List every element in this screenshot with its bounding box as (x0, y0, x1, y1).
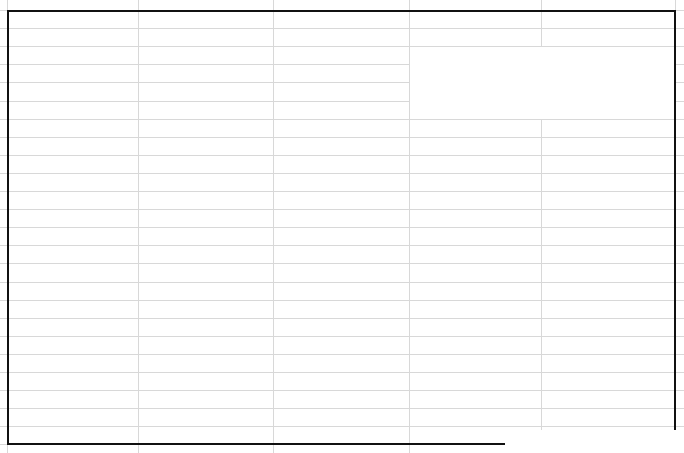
task-total-cell (409, 318, 541, 336)
friend-exp-cell (138, 409, 273, 427)
task-name-cell (7, 318, 138, 336)
task-formula-cell (138, 318, 409, 336)
friend-days-cell (273, 427, 409, 445)
task-total-cell (409, 282, 541, 300)
direct-range-cell (409, 155, 541, 173)
friend-total-cell (409, 409, 541, 427)
task-exp-cell (138, 336, 273, 354)
header-days (273, 264, 409, 282)
header-per-level-exp (138, 29, 273, 47)
task-name-cell (7, 282, 138, 300)
direct-range-cell (409, 119, 541, 137)
sum-label (7, 228, 273, 246)
direct-total-cell (541, 119, 675, 137)
task-sum-label (138, 354, 273, 372)
task-total-cell (409, 336, 541, 354)
task-name-cell (7, 300, 138, 318)
level-exp-cell (138, 192, 273, 210)
task-sum-value (409, 354, 541, 372)
task-days-cell (273, 300, 409, 318)
frame-right (674, 10, 676, 444)
level-total-cell (273, 119, 409, 137)
header-level (7, 29, 138, 47)
level-exp-cell (138, 173, 273, 191)
direct-total-cell (541, 192, 675, 210)
friend-note (7, 373, 541, 391)
friend-days-cell (273, 409, 409, 427)
direct-sum-label (409, 228, 541, 246)
sheet-title (7, 11, 675, 29)
level-exp-cell (138, 155, 273, 173)
direct-total-cell (541, 137, 675, 155)
level-exp-cell (138, 47, 273, 65)
acquire-title (7, 246, 675, 264)
header-task (7, 264, 138, 282)
friend-exp-cell (138, 427, 273, 445)
direct-range-cell (409, 210, 541, 228)
direct-total-cell (541, 155, 675, 173)
level-range-cell (7, 83, 138, 101)
friend-days-cell (273, 391, 409, 409)
task-exp-cell (138, 282, 273, 300)
task-exp-cell (138, 300, 273, 318)
header-total (273, 29, 409, 47)
task-total-cell (409, 300, 541, 318)
direct-total-cell (541, 173, 675, 191)
direct-sum-value (541, 228, 675, 246)
sum-value (273, 228, 409, 246)
header-task-total (409, 264, 541, 282)
level-exp-cell (138, 83, 273, 101)
level-range-cell (7, 65, 138, 83)
level-range-cell (7, 137, 138, 155)
level-total-cell (273, 47, 409, 65)
level-total-cell (273, 65, 409, 83)
friend-name-cell (7, 427, 138, 445)
direct-range-cell (409, 192, 541, 210)
task-days-cell (273, 336, 409, 354)
level-range-cell (7, 47, 138, 65)
level-range-cell (7, 119, 138, 137)
level-exp-cell (138, 101, 273, 119)
task-days-cell (273, 282, 409, 300)
level-total-cell (273, 83, 409, 101)
direct-range-cell (409, 137, 541, 155)
level-total-cell (273, 210, 409, 228)
header-exp (138, 264, 273, 282)
level-range-cell (7, 192, 138, 210)
level-total-cell (273, 101, 409, 119)
level-exp-cell (138, 119, 273, 137)
level-total-cell (273, 192, 409, 210)
friend-name-cell (7, 391, 138, 409)
level-range-cell (7, 210, 138, 228)
direct-total-cell (541, 210, 675, 228)
friend-total-cell (409, 391, 541, 409)
direct-upgrade-label (409, 75, 675, 93)
level-total-cell (273, 173, 409, 191)
level-exp-cell (138, 210, 273, 228)
task-name-cell (7, 336, 138, 354)
level-exp-cell (138, 137, 273, 155)
friend-exp-cell (138, 391, 273, 409)
level-range-cell (7, 101, 138, 119)
friend-name-cell (7, 409, 138, 427)
watermark-cover (505, 430, 684, 453)
direct-range-cell (409, 173, 541, 191)
frame-left (7, 10, 9, 444)
level-total-cell (273, 137, 409, 155)
level-range-cell (7, 155, 138, 173)
level-exp-cell (138, 65, 273, 83)
level-range-cell (7, 173, 138, 191)
frame-top (7, 10, 675, 12)
level-total-cell (273, 155, 409, 173)
